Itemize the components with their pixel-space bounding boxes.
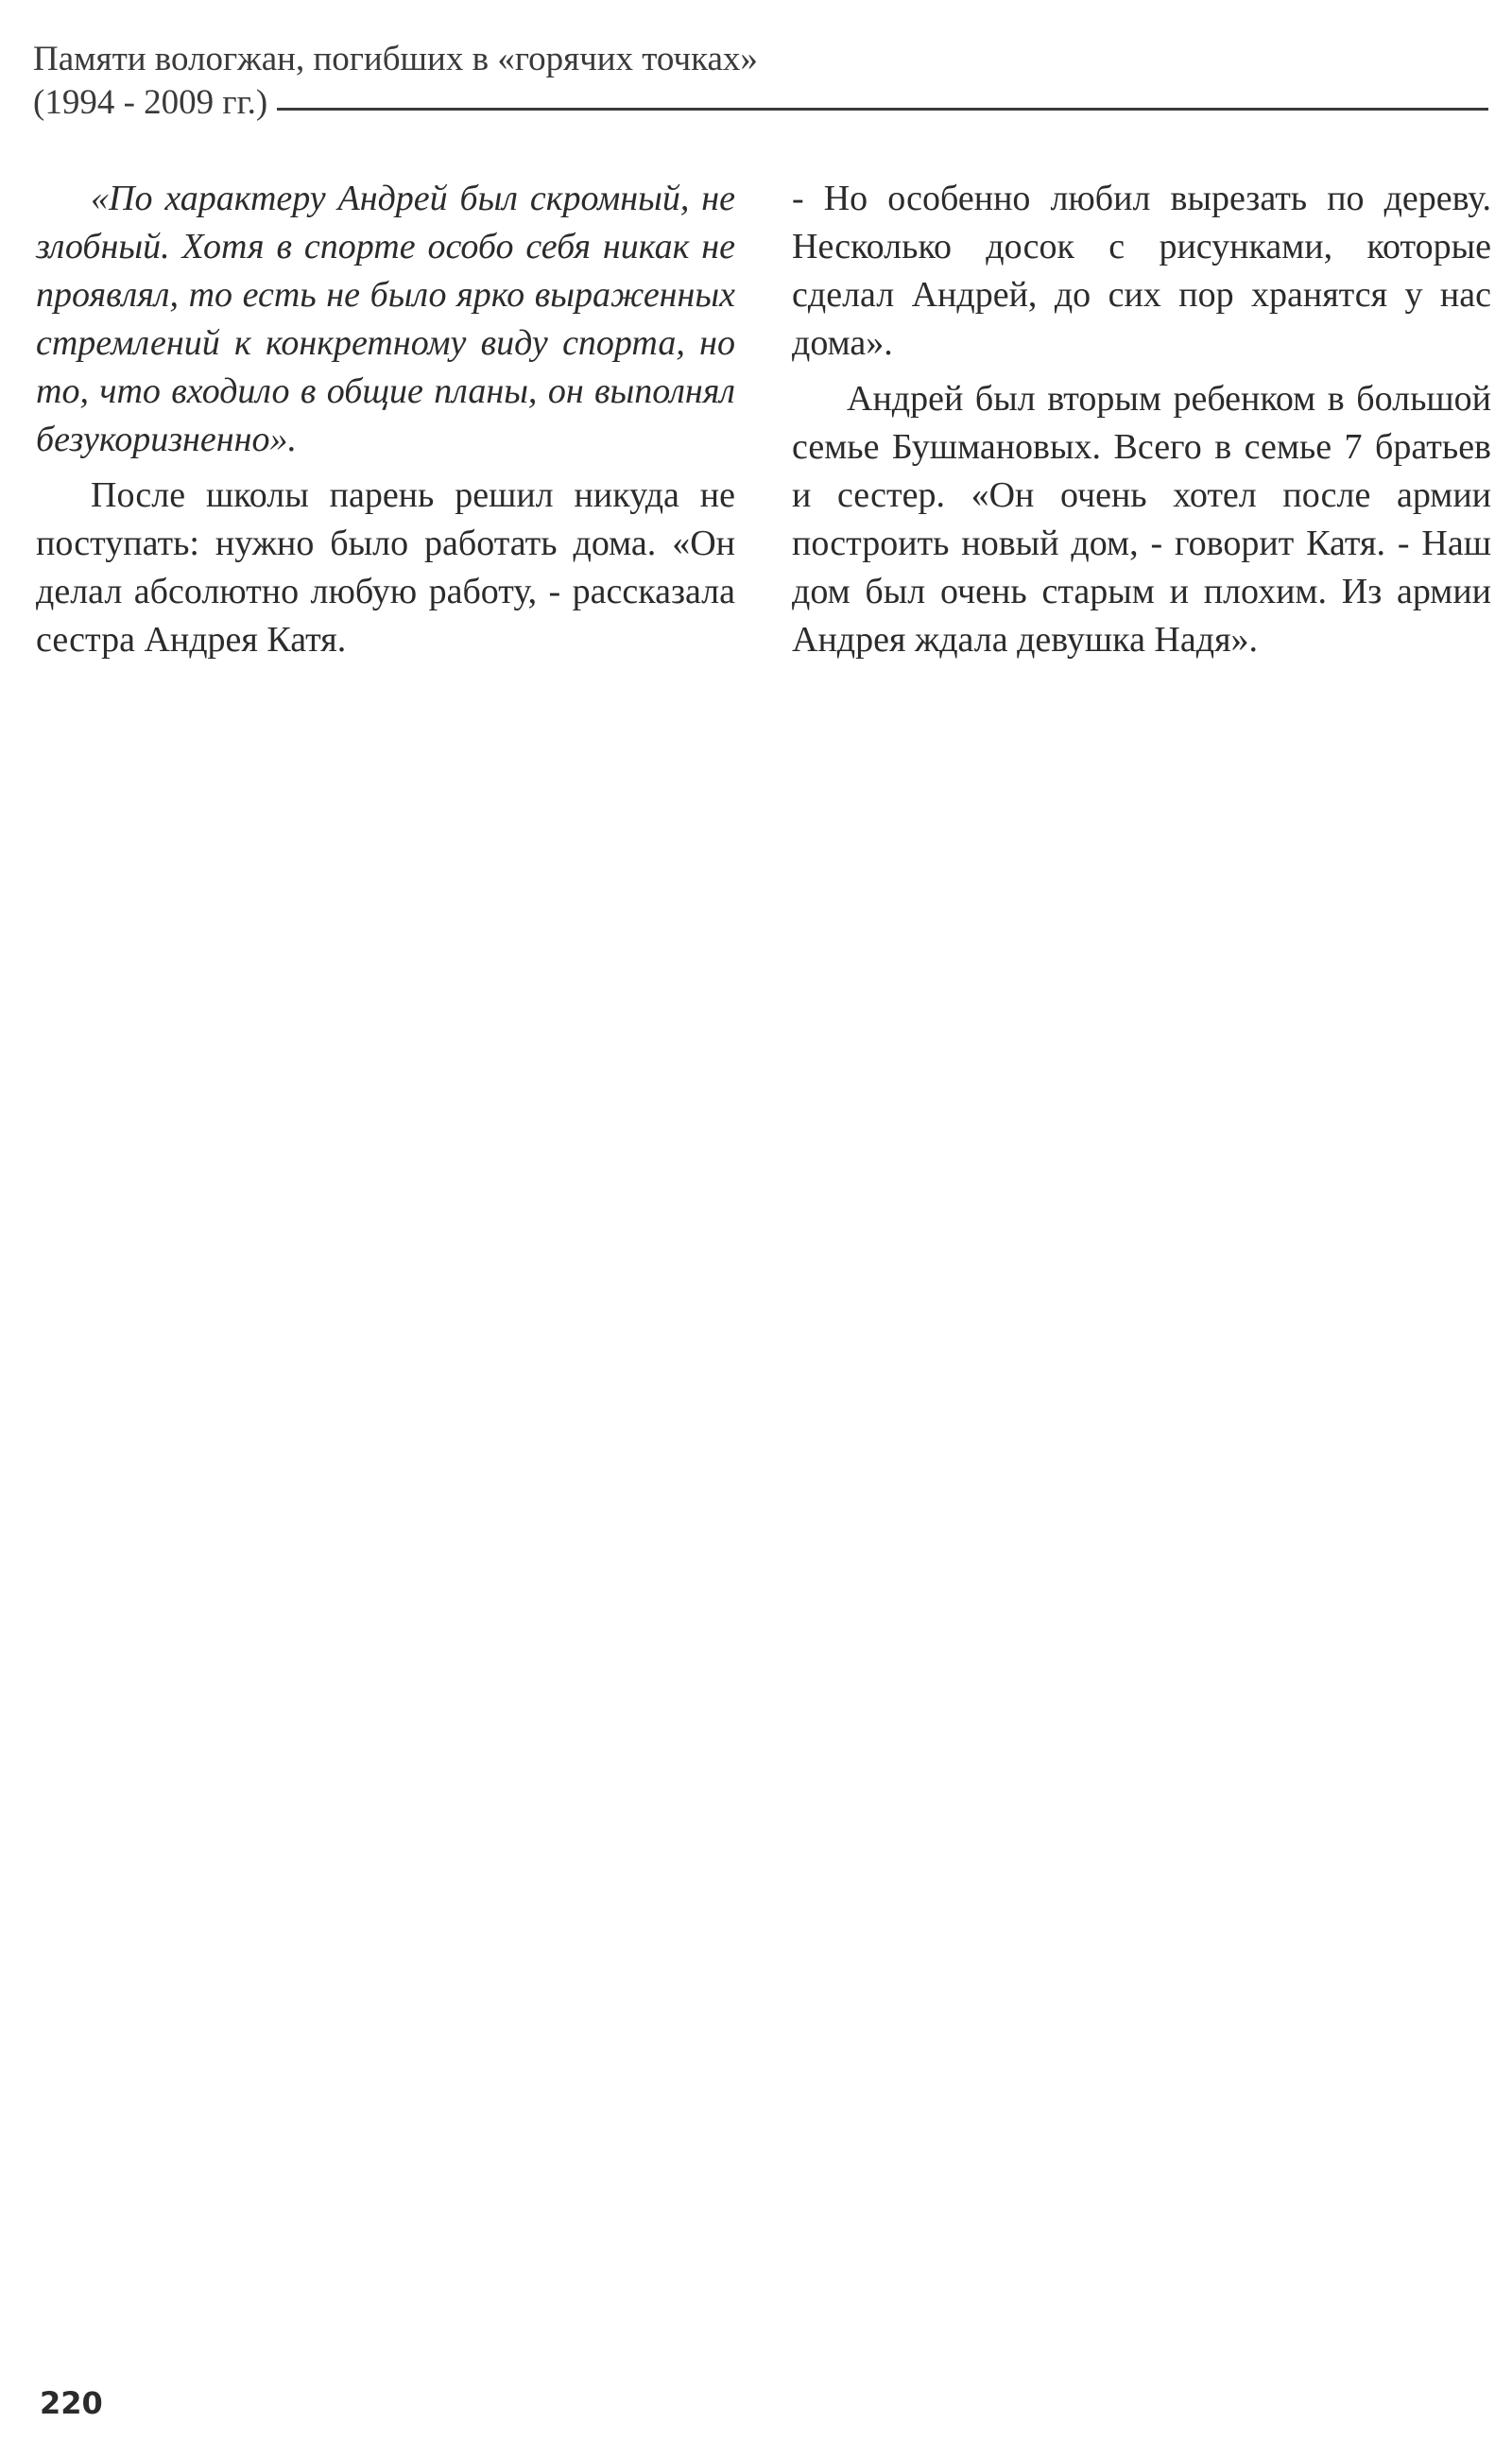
left-column — [36, 175, 735, 664]
paragraph-family: Андрей был вторым ребенком в большой семье Бушмановых. Всего в семье 7 братьев и сестер. «Он очень хотел после армии построить новый дом, - говорит Катя. - Наш дом был очень старым и плохим. Из армии Андрея ждала девушка Надя». — [792, 379, 1491, 660]
header-years: (1994 - 2009 гг.) — [33, 83, 268, 122]
right-column — [792, 175, 1491, 664]
paragraph-woodcarving: - Но особенно любил вырезать по дереву. Несколько досок с рисунками, которые сделал Андрей, до сих пор хранятся у нас дома». — [792, 179, 1491, 363]
running-header — [33, 38, 1488, 125]
page-number: 220 — [40, 2385, 103, 2421]
paragraph-after-school: После школы парень решил никуда не поступать: нужно было работать дома. «Он делал абсолютно любую работу, - рассказала сестра Андрея Катя. — [36, 475, 735, 660]
header-subtitle-line — [33, 81, 1488, 125]
header-title: Памяти вологжан, погибших в «горячих точках» — [33, 40, 758, 78]
header-rule — [277, 108, 1488, 111]
text-columns — [36, 175, 1491, 664]
paragraph-quote-character: «По характеру Андрей был скромный, не злобный. Хотя в спорте особо себя никак не проявлял, то есть не было ярко выраженных стремлений к конкретному виду спорта, но то, что входило в общие планы, он выполнял безукоризненно». — [36, 179, 735, 459]
